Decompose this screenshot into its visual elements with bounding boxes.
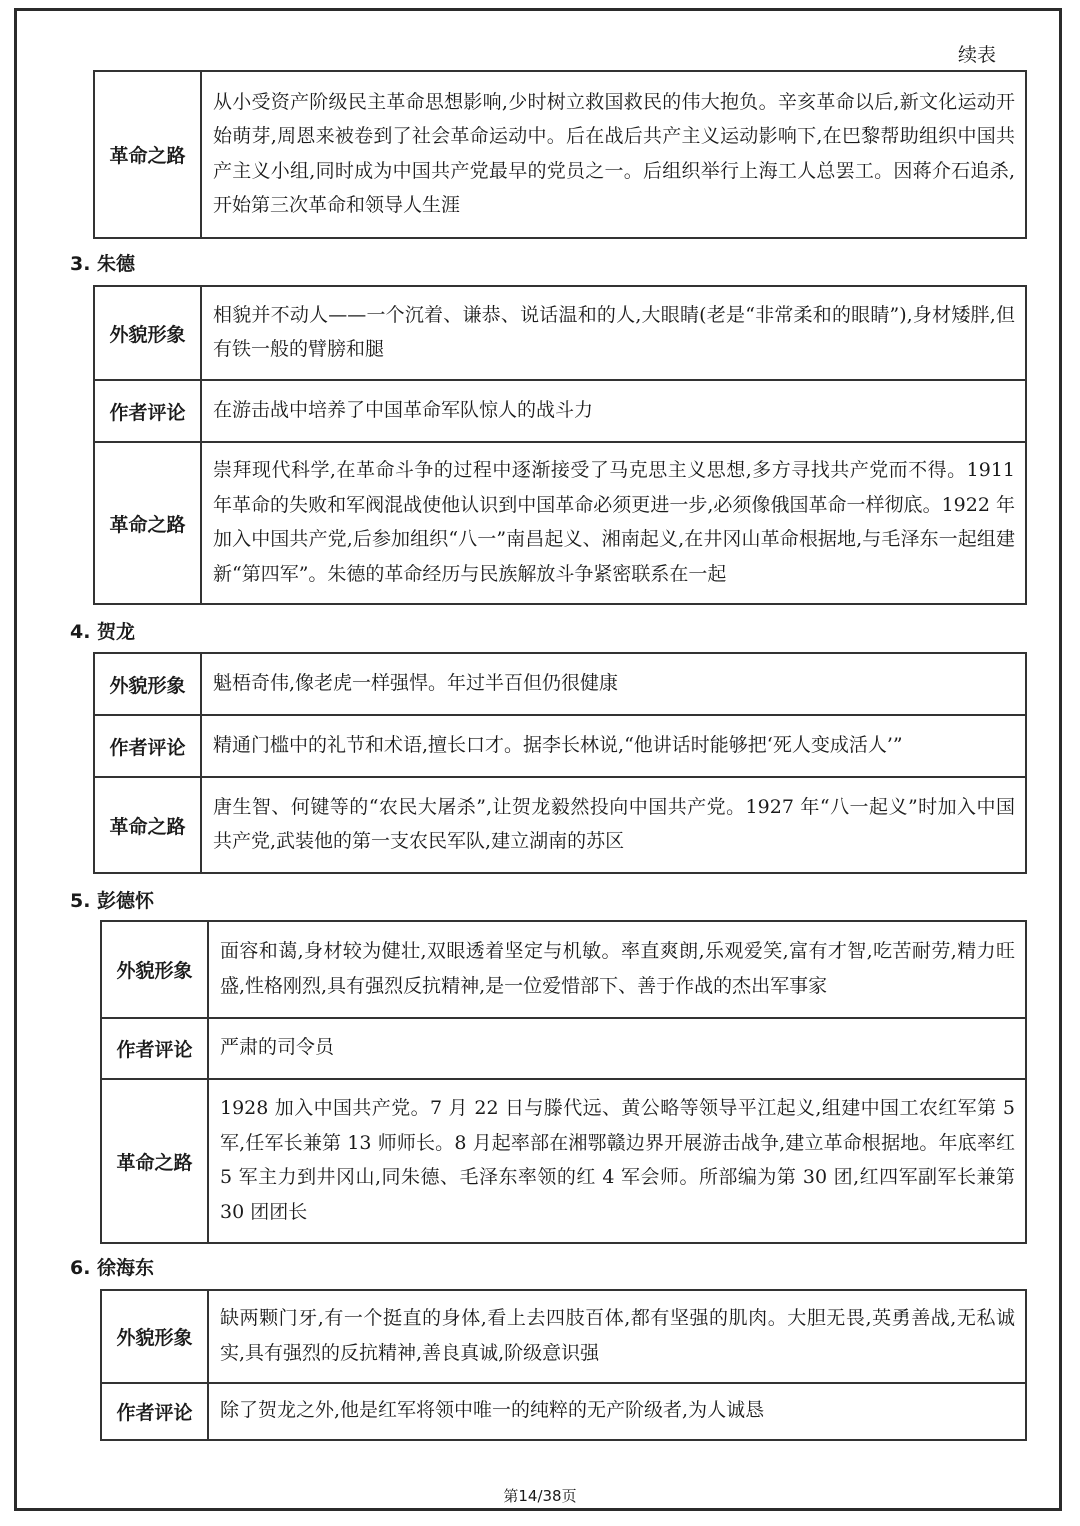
row-text: 严肃的司令员 [208, 1018, 1026, 1079]
table-row [94, 71, 1026, 238]
page-number: 第14/38页 [503, 1487, 577, 1505]
row-text: 从小受资产阶级民主革命思想影响,少时树立救国救民的伟大抱负。辛亥革命以后,新文化运动开始萌芽,周恩来被卷到了社会革命运动中。后在战后共产主义运动影响下,在巴黎帮助组织中国共产主义小组,同时成为中国共产党最早的党员之一。后组织举行上海工人总罢工。因蒋介石追杀,开始第三次革命和领导人生涯 [201, 71, 1026, 238]
table-row [101, 921, 1026, 1018]
table-he-long [93, 652, 1027, 874]
row-label: 外貌形象 [101, 1290, 208, 1383]
table-row [101, 1018, 1026, 1079]
table-row [94, 777, 1026, 873]
section-heading-zhu-de: 3. 朱德 [70, 253, 136, 275]
row-label: 革命之路 [101, 1079, 208, 1243]
row-text: 魁梧奇伟,像老虎一样强悍。年过半百但仍很健康 [201, 653, 1026, 715]
row-text: 唐生智、何键等的“农民大屠杀”,让贺龙毅然投向中国共产党。1927 年“八一起义”时加入中国共产党,武装他的第一支农民军队,建立湖南的苏区 [201, 777, 1026, 873]
table-row [94, 442, 1026, 604]
table-row [101, 1383, 1026, 1440]
row-text: 在游击战中培养了中国革命军队惊人的战斗力 [201, 380, 1026, 442]
row-label: 外貌形象 [101, 921, 208, 1018]
row-text: 精通门槛中的礼节和术语,擅长口才。据李长林说,“他讲话时能够把‘死人变成活人’” [201, 715, 1026, 777]
section-heading-xu-haidong: 6. 徐海东 [70, 1257, 155, 1279]
table-row [94, 286, 1026, 380]
table-row [94, 653, 1026, 715]
row-label: 革命之路 [94, 71, 201, 238]
section-heading-he-long: 4. 贺龙 [70, 621, 136, 643]
table-row [94, 380, 1026, 442]
row-label: 外貌形象 [94, 286, 201, 380]
row-text: 面容和蔼,身材较为健壮,双眼透着坚定与机敏。率直爽朗,乐观爱笑,富有才智,吃苦耐劳,精力旺盛,性格刚烈,具有强烈反抗精神,是一位爱惜部下、善于作战的杰出军事家 [208, 921, 1026, 1018]
table-row [94, 715, 1026, 777]
table-zhou-enlai-continued [93, 70, 1027, 239]
section-heading-peng-dehuai: 5. 彭德怀 [70, 890, 155, 912]
row-label: 作者评论 [94, 715, 201, 777]
table-zhu-de [93, 285, 1027, 605]
row-text: 崇拜现代科学,在革命斗争的过程中逐渐接受了马克思主义思想,多方寻找共产党而不得。1911 年革命的失败和军阀混战使他认识到中国革命必须更进一步,必须像俄国革命一样彻底。1922 年加入中国共产党,后参加组织“八一”南昌起义、湘南起义,在井冈山革命根据地,与毛泽东一起组建新“第四军”。朱德的革命经历与民族解放斗争紧密联系在一起 [201, 442, 1026, 604]
table-xu-haidong [100, 1289, 1027, 1441]
row-label: 革命之路 [94, 777, 201, 873]
row-text: 相貌并不动人——一个沉着、谦恭、说话温和的人,大眼睛(老是“非常柔和的眼睛”),身材矮胖,但有铁一般的臂膀和腿 [201, 286, 1026, 380]
row-label: 作者评论 [101, 1018, 208, 1079]
table-peng-dehuai [100, 920, 1027, 1244]
row-label: 外貌形象 [94, 653, 201, 715]
row-text: 除了贺龙之外,他是红军将领中唯一的纯粹的无产阶级者,为人诚恳 [208, 1383, 1026, 1440]
row-label: 作者评论 [101, 1383, 208, 1440]
continued-label: 续表 [958, 44, 997, 66]
table-row [101, 1079, 1026, 1243]
row-text: 1928 加入中国共产党。7 月 22 日与滕代远、黄公略等领导平江起义,组建中国工农红军第 5 军,任军长兼第 13 师师长。8 月起率部在湘鄂赣边界开展游击战争,建立革命根据地。年底率红 5 军主力到井冈山,同朱德、毛泽东率领的红 4 军会师。所部编为第 30 团,红四军副军长兼第 30 团团长 [208, 1079, 1026, 1243]
table-row [101, 1290, 1026, 1383]
row-label: 作者评论 [94, 380, 201, 442]
row-label: 革命之路 [94, 442, 201, 604]
row-text: 缺两颗门牙,有一个挺直的身体,看上去四肢百体,都有坚强的肌肉。大胆无畏,英勇善战,无私诚实,具有强烈的反抗精神,善良真诚,阶级意识强 [208, 1290, 1026, 1383]
